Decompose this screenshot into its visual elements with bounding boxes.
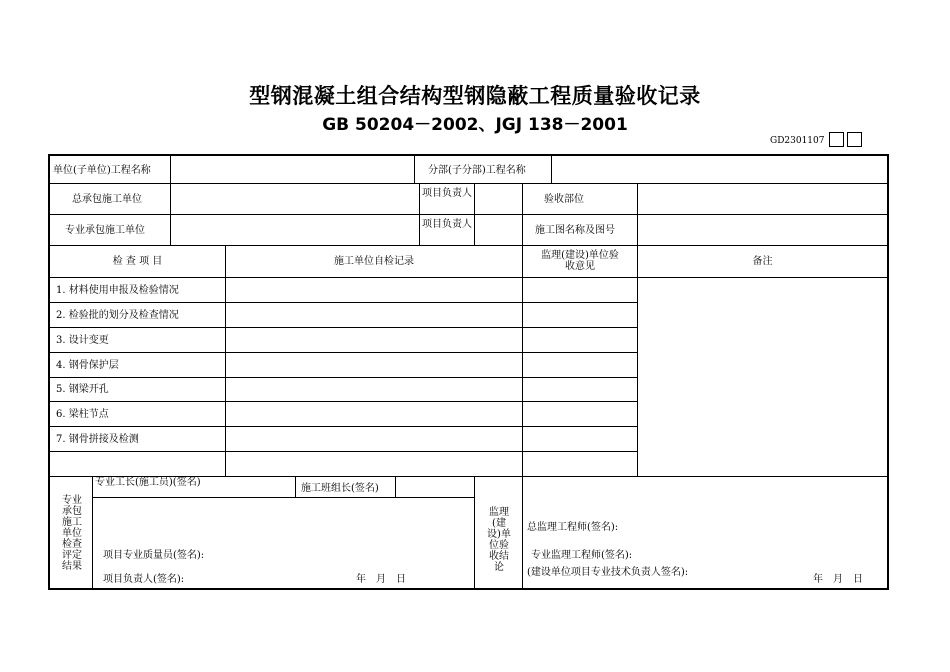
row-line	[49, 183, 888, 184]
project-leader-label: 项目负责人(签名):	[103, 574, 185, 585]
sub-project-label: 分部(子分部)工程名称	[428, 165, 526, 176]
col-line	[92, 477, 93, 589]
self-check-field[interactable]	[227, 429, 521, 450]
col-line	[225, 246, 226, 477]
project-manager-field[interactable]	[476, 217, 521, 243]
frame-bottom	[48, 588, 888, 590]
specialty-engineer-label: 专业监理工程师(签名):	[531, 550, 633, 561]
col-line	[637, 184, 638, 477]
check-items-header: 检 查 项 目	[112, 256, 163, 267]
col-line	[522, 246, 523, 477]
self-check-field[interactable]	[227, 305, 521, 326]
page-title: 型钢混凝土组合结构型钢隐蔽工程质量验收记录	[249, 84, 701, 108]
specialty-contractor-label: 专业承包施工单位	[65, 225, 145, 236]
form-code: GD2301107	[770, 136, 825, 146]
foreman-label: 专业工长(施工员)(签名)	[95, 477, 201, 488]
remarks-field[interactable]	[640, 280, 885, 474]
row-line	[49, 327, 637, 328]
specialty-result-label: 专业承包施工单位检查评定结果	[62, 495, 82, 572]
form-code-box-1[interactable]	[829, 132, 844, 147]
check-item-label: 1. 材料使用申报及检验情况	[56, 285, 179, 296]
col-line	[295, 477, 296, 498]
row-line	[49, 451, 637, 452]
check-item-label: 2. 检验批的划分及检查情况	[56, 310, 179, 321]
project-manager-label: 项目负责人	[422, 188, 472, 199]
col-line	[522, 184, 523, 246]
supervision-header: 监理(建设)单位验收意见	[541, 250, 619, 272]
row-line	[49, 352, 637, 353]
row-line	[92, 497, 474, 498]
check-item-label: 7. 钢骨拼接及检测	[56, 434, 139, 445]
standard-code: GB 50204－2002、JGJ 138－2001	[322, 115, 628, 135]
project-manager-field[interactable]	[476, 186, 521, 212]
col-line	[474, 184, 475, 246]
row-line	[49, 245, 888, 246]
row-line	[49, 401, 637, 402]
self-check-field[interactable]	[227, 355, 521, 376]
self-check-field[interactable]	[227, 404, 521, 425]
unit-project-field[interactable]	[172, 158, 413, 182]
self-check-field[interactable]	[227, 280, 521, 301]
form-code-box-2[interactable]	[847, 132, 862, 147]
sub-project-field[interactable]	[553, 158, 885, 182]
row-line	[49, 214, 888, 215]
row-line	[49, 426, 637, 427]
supervision-conclusion-label: 监理(建设)单位验收结论	[487, 507, 511, 573]
row-line	[49, 377, 637, 378]
chief-engineer-label: 总监理工程师(签名):	[527, 522, 619, 533]
self-check-field[interactable]	[227, 379, 521, 400]
owner-tech-label: (建设单位项目专业技术负责人签名):	[527, 567, 689, 578]
drawing-label: 施工图名称及图号	[535, 225, 615, 236]
self-check-field[interactable]	[227, 330, 521, 351]
specialty-contractor-field[interactable]	[172, 217, 418, 243]
frame-left	[48, 154, 50, 590]
quality-officer-label: 项目专业质量员(签名):	[103, 550, 205, 561]
project-manager-label: 项目负责人	[422, 219, 472, 230]
team-leader-label: 施工班组长(签名)	[301, 483, 379, 494]
check-item-label: 3. 设计变更	[56, 335, 109, 346]
date-right: 年 月 日	[813, 574, 863, 585]
acceptance-part-field[interactable]	[640, 186, 885, 212]
col-line	[551, 155, 552, 184]
check-item-label: 4. 钢骨保护层	[56, 360, 119, 371]
acceptance-part-label: 验收部位	[544, 194, 584, 205]
col-line	[414, 155, 415, 184]
drawing-field[interactable]	[640, 217, 885, 243]
col-line	[522, 477, 523, 589]
col-line	[474, 477, 475, 589]
check-item-label: 5. 钢梁开孔	[56, 384, 109, 395]
self-check-header: 施工单位自检记录	[334, 256, 414, 267]
date-left: 年 月 日	[356, 574, 406, 585]
col-line	[170, 155, 171, 246]
col-line	[395, 477, 396, 498]
row-line	[49, 277, 888, 278]
remarks-header: 备注	[752, 256, 773, 267]
general-contractor-label: 总承包施工单位	[72, 194, 142, 205]
general-contractor-field[interactable]	[172, 186, 418, 212]
check-item-label: 6. 梁柱节点	[56, 409, 109, 420]
frame-top	[48, 154, 888, 156]
row-line	[49, 302, 637, 303]
unit-project-label: 单位(子单位)工程名称	[53, 165, 151, 176]
frame-right	[887, 154, 889, 590]
